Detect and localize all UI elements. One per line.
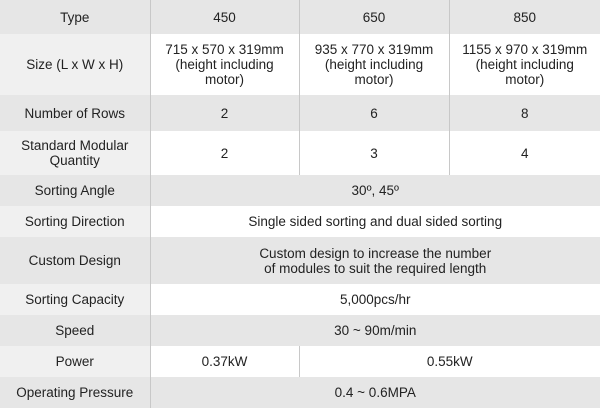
rows-cell-850: 8 xyxy=(449,95,600,131)
size-650-line3: motor) xyxy=(354,72,394,87)
size-450-line1: 715 x 570 x 319mm xyxy=(165,42,284,57)
power-label: Power xyxy=(0,346,150,377)
pressure-value: 0.4 ~ 0.6MPA xyxy=(150,377,600,408)
size-cell-850 xyxy=(449,34,600,95)
custom-row xyxy=(0,237,600,284)
speed-row xyxy=(0,315,600,346)
rows-label: Number of Rows xyxy=(0,95,150,131)
power-row xyxy=(0,346,600,377)
modular-row xyxy=(0,131,600,175)
modular-label-line2: Quantity xyxy=(49,153,100,168)
header-col-850: 850 xyxy=(449,0,600,34)
pressure-label: Operating Pressure xyxy=(0,377,150,408)
size-450-line3: motor) xyxy=(204,72,244,87)
header-col-650: 650 xyxy=(299,0,449,34)
angle-value: 30º, 45º xyxy=(150,175,600,206)
direction-value: Single sided sorting and dual sided sorting xyxy=(150,206,600,237)
capacity-row xyxy=(0,284,600,315)
header-label: Type xyxy=(0,0,150,34)
size-850-line2: (height including xyxy=(475,57,574,72)
capacity-label: Sorting Capacity xyxy=(0,284,150,315)
custom-value xyxy=(150,237,600,284)
size-850-line1: 1155 x 970 x 319mm xyxy=(462,42,588,57)
size-cell-450 xyxy=(150,34,299,95)
size-850-line3: motor) xyxy=(505,72,545,87)
rows-cell-650: 6 xyxy=(299,95,449,131)
size-650-line1: 935 x 770 x 319mm xyxy=(314,42,434,57)
speed-value: 30 ~ 90m/min xyxy=(150,315,600,346)
power-value-650-850: 0.55kW xyxy=(299,346,600,377)
modular-cell-650: 3 xyxy=(299,131,449,175)
size-cell-650 xyxy=(299,34,449,95)
size-450-line2: (height including xyxy=(175,57,274,72)
rows-cell-450: 2 xyxy=(150,95,299,131)
modular-label-line1: Standard Modular xyxy=(21,138,129,153)
header-row xyxy=(0,0,600,34)
angle-row xyxy=(0,175,600,206)
size-row xyxy=(0,34,600,95)
direction-row xyxy=(0,206,600,237)
custom-value-line1: Custom design to increase the number xyxy=(259,245,492,261)
direction-label: Sorting Direction xyxy=(0,206,150,237)
size-label: Size (L x W x H) xyxy=(0,34,150,95)
speed-label: Speed xyxy=(0,315,150,346)
custom-label: Custom Design xyxy=(0,237,150,284)
capacity-value: 5,000pcs/hr xyxy=(150,284,600,315)
angle-label: Sorting Angle xyxy=(0,175,150,206)
size-650-line2: (height including xyxy=(324,57,424,72)
header-col-450: 450 xyxy=(150,0,299,34)
modular-cell-850: 4 xyxy=(449,131,600,175)
pressure-row xyxy=(0,377,600,408)
rows-row xyxy=(0,95,600,131)
modular-cell-450: 2 xyxy=(150,131,299,175)
power-value-450: 0.37kW xyxy=(150,346,299,377)
custom-value-line2: of modules to suit the required length xyxy=(264,260,487,276)
modular-label xyxy=(0,131,150,175)
